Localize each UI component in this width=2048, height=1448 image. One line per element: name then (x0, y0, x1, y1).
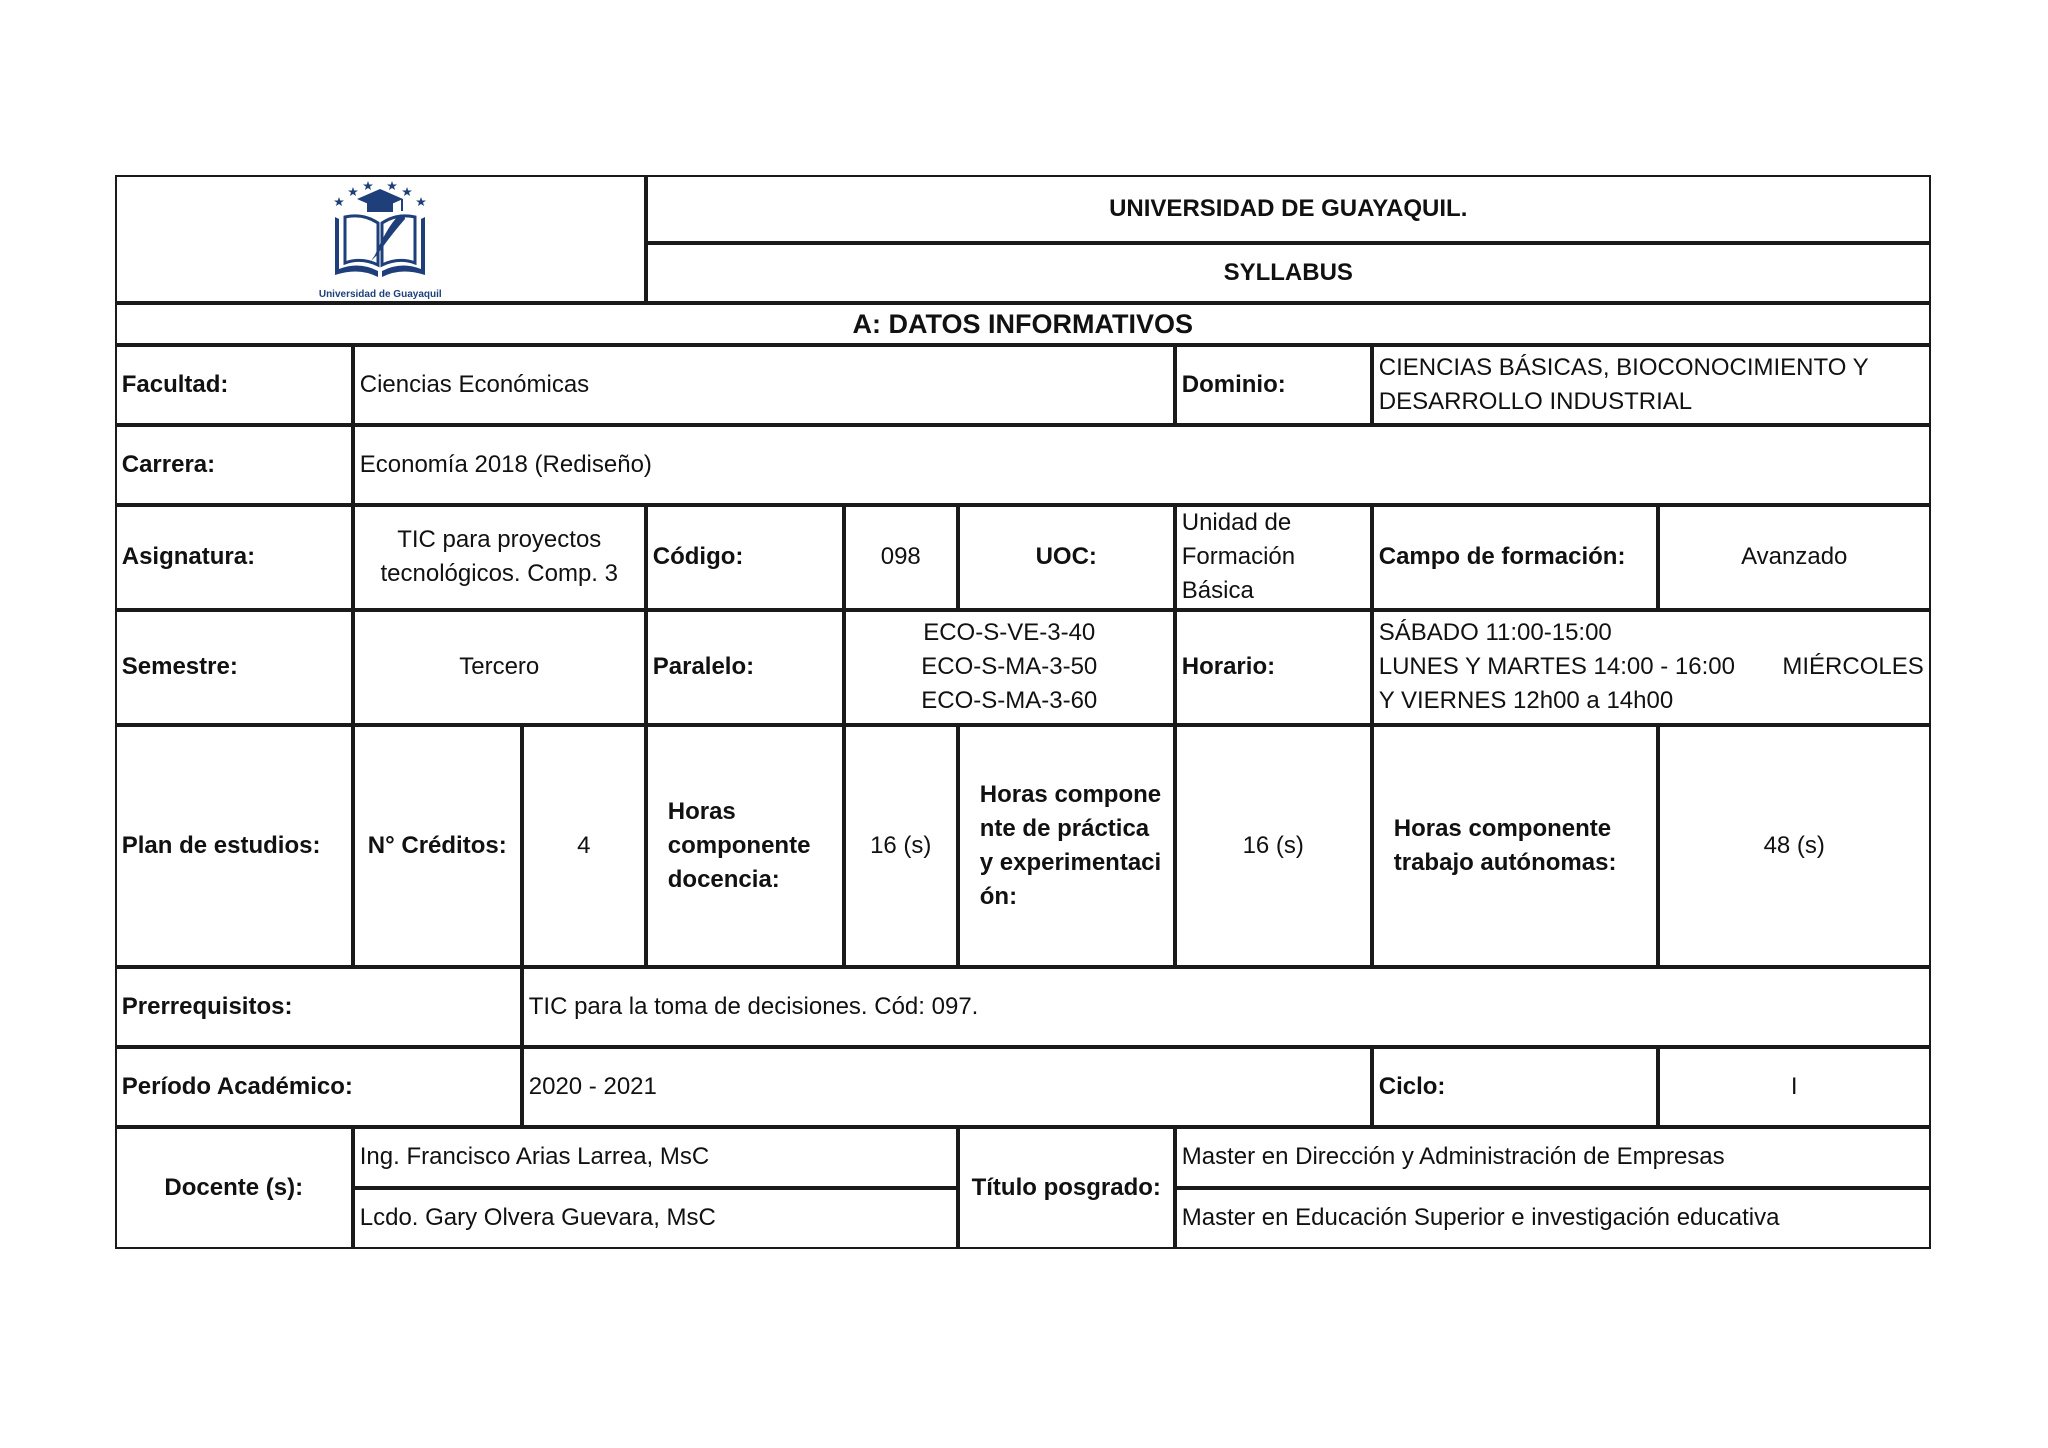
section-title: A: DATOS INFORMATIVOS (115, 303, 1931, 345)
paralelo-item: ECO-S-MA-3-50 (921, 653, 1098, 681)
horario-line-text: LUNES Y MARTES 14:00 - 16:00 (1378, 652, 1735, 680)
codigo-value: 098 (844, 505, 958, 610)
titulo-posgrado-1: Master en Dirección y Administración de Empresas (1175, 1127, 1931, 1188)
titulo-posgrado-label: Título posgrado: (958, 1127, 1175, 1249)
uoc-label: UOC: (958, 505, 1175, 610)
horas-practica-label: Horas componente de práctica y experimentación: (958, 725, 1175, 967)
facultad-value: Ciencias Económicas (353, 345, 1175, 425)
paralelo-label: Paralelo: (646, 610, 844, 725)
carrera-value: Economía 2018 (Rediseño) (353, 425, 1931, 505)
paralelo-values (844, 610, 1175, 725)
paralelo-item: ECO-S-VE-3-40 (923, 619, 1096, 647)
carrera-label: Carrera: (115, 425, 353, 505)
horas-docencia-value: 16 (s) (844, 725, 958, 967)
facultad-label: Facultad: (115, 345, 353, 425)
prerrequisitos-value: TIC para la toma de decisiones. Cód: 097. (522, 967, 1931, 1047)
creditos-label: N° Créditos: (353, 725, 522, 967)
docente-1: Ing. Francisco Arias Larrea, MsC (353, 1127, 958, 1188)
campo-formacion-value: Avanzado (1658, 505, 1931, 610)
creditos-value: 4 (522, 725, 646, 967)
asignatura-label: Asignatura: (115, 505, 353, 610)
docente-label: Docente (s): (115, 1127, 353, 1249)
horario-line: Y VIERNES 12h00 a 14h00 (1378, 686, 1674, 714)
asignatura-value: TIC para proyectos tecnológicos. Comp. 3 (353, 505, 646, 610)
horario-value (1372, 610, 1931, 725)
horario-line (1379, 650, 1924, 684)
horas-practica-value: 16 (s) (1175, 725, 1372, 967)
horas-autonomas-label: Horas componente trabajo autónomas: (1372, 725, 1658, 967)
document-type: SYLLABUS (646, 243, 1931, 303)
docente-2: Lcdo. Gary Olvera Guevara, MsC (353, 1188, 958, 1249)
semestre-label: Semestre: (115, 610, 353, 725)
logo-caption: Universidad de Guayaquil (318, 288, 442, 300)
plan-estudios-label: Plan de estudios: (115, 725, 353, 967)
prerrequisitos-label: Prerrequisitos: (115, 967, 522, 1047)
ciclo-label: Ciclo: (1372, 1047, 1658, 1127)
paralelo-item: ECO-S-MA-3-60 (921, 687, 1098, 715)
uoc-value: Unidad de Formación Básica (1175, 505, 1372, 610)
dominio-label: Dominio: (1175, 345, 1372, 425)
syllabus-table (116, 176, 1932, 1250)
university-logo (319, 177, 442, 301)
horario-line-right: MIÉRCOLES (1782, 652, 1924, 680)
codigo-label: Código: (646, 505, 844, 610)
periodo-value: 2020 - 2021 (522, 1047, 1372, 1127)
horas-autonomas-value: 48 (s) (1658, 725, 1931, 967)
logo-cell (115, 175, 646, 303)
periodo-label: Período Académico: (115, 1047, 522, 1127)
campo-formacion-label: Campo de formación: (1372, 505, 1658, 610)
horas-docencia-label: Horas componente docencia: (646, 725, 844, 967)
semestre-value: Tercero (353, 610, 646, 725)
university-title: UNIVERSIDAD DE GUAYAQUIL. (646, 175, 1931, 243)
dominio-value: CIENCIAS BÁSICAS, BIOCONOCIMIENTO Y DESARROLLO INDUSTRIAL (1372, 345, 1931, 425)
titulo-posgrado-2: Master en Educación Superior e investigación educativa (1175, 1188, 1931, 1249)
ciclo-value: I (1658, 1047, 1931, 1127)
horario-line: SÁBADO 11:00-15:00 (1378, 618, 1612, 646)
horario-label: Horario: (1175, 610, 1372, 725)
university-logo-icon (325, 177, 435, 287)
